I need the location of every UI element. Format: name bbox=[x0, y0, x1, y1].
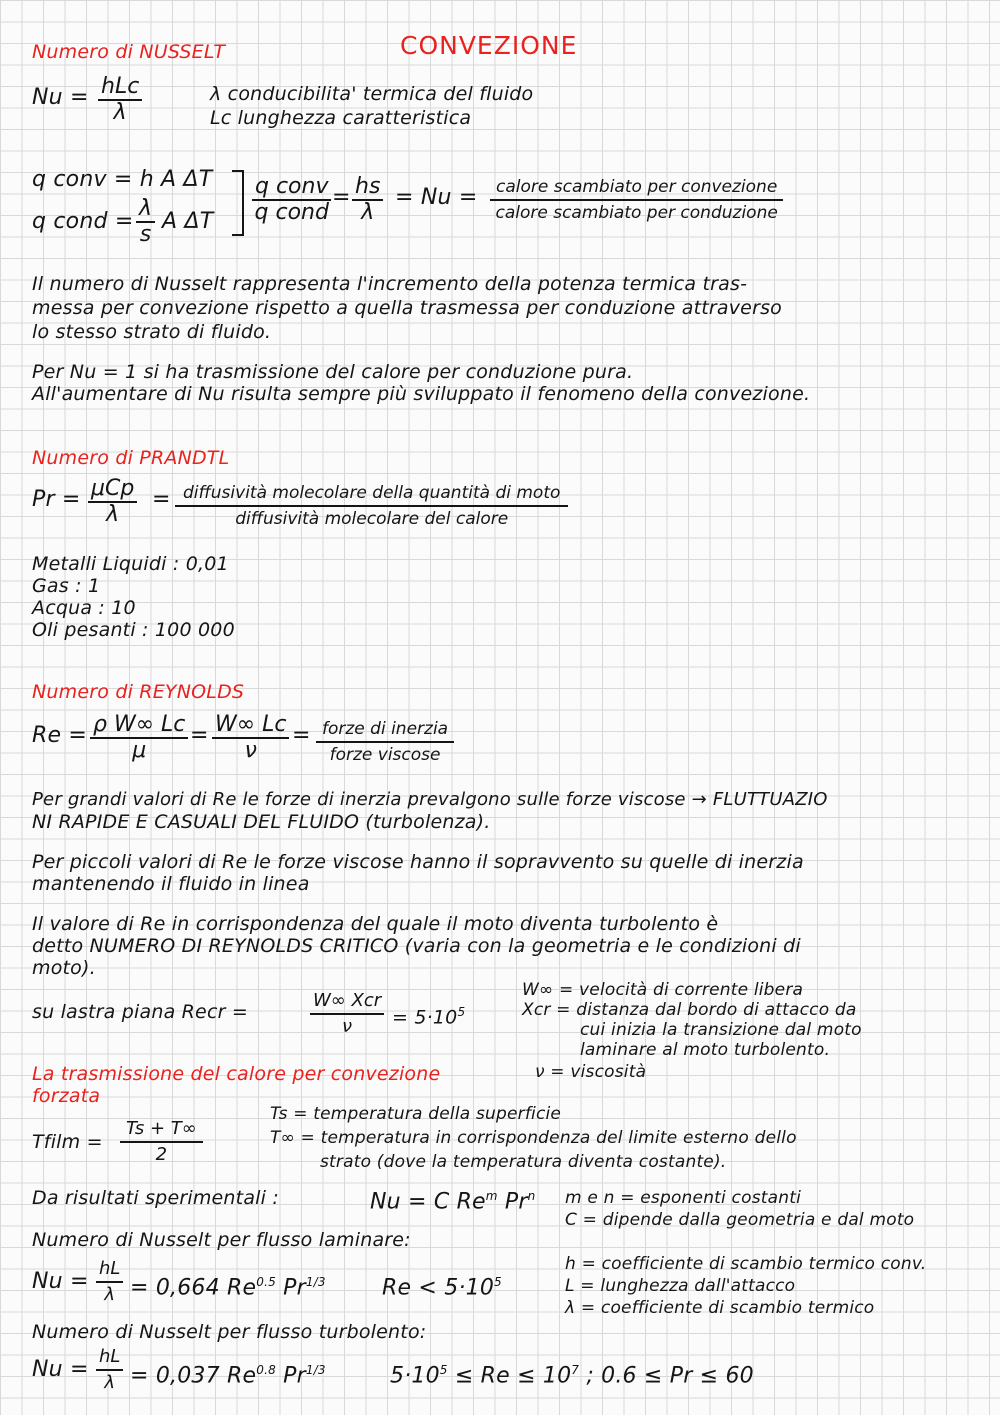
re-para2-line2: mantenendo il fluido in linea bbox=[32, 873, 310, 895]
hs-fraction bbox=[352, 176, 383, 224]
tur-pr-text: Pr bbox=[275, 1363, 306, 1389]
re-lhs: Re = bbox=[32, 723, 88, 748]
lam-denominator: λ bbox=[104, 1284, 116, 1305]
recr-exponent: 5 bbox=[457, 1005, 466, 1019]
para2-line2: All'aumentare di Nu risulta sempre più sviluppato il fenomeno della convezione. bbox=[32, 383, 811, 405]
pr-denominator: λ bbox=[106, 502, 120, 527]
pr-fraction bbox=[88, 478, 137, 526]
mn-definition: m e n = esponenti costanti bbox=[565, 1188, 802, 1208]
nu-fraction bbox=[98, 76, 142, 124]
hs-numerator: hs bbox=[352, 176, 383, 201]
tur-denominator: λ bbox=[104, 1372, 116, 1393]
tur-re-exponent: 0.8 bbox=[256, 1363, 276, 1377]
para1-line1: Il numero di Nusselt rappresenta l'incremento della potenza termica tras- bbox=[32, 273, 748, 295]
pr-equals: = bbox=[152, 487, 171, 512]
tur-cond-b-exponent: 7 bbox=[571, 1363, 580, 1377]
qconv-equation: q conv = h A ΔT bbox=[32, 167, 213, 192]
nusselt-heading: Numero di NUSSELT bbox=[32, 41, 226, 63]
lambda-coef-definition: λ = coefficiente di scambio termico bbox=[565, 1298, 875, 1318]
viscosity-definition: ν = viscosità bbox=[535, 1062, 647, 1082]
n-exponent: n bbox=[527, 1189, 536, 1203]
lc-definition: Lc lunghezza caratteristica bbox=[210, 107, 472, 129]
re2-denominator: ν bbox=[244, 738, 257, 763]
winf-definition: W∞ = velocità di corrente libera bbox=[522, 980, 804, 1000]
tur-lhs: Nu = bbox=[32, 1357, 89, 1382]
re-para3-line1: Il valore di Re in corrispondenza del quale il moto diventa turbolento è bbox=[32, 913, 719, 935]
pr-value-gas: Gas : 1 bbox=[32, 575, 101, 597]
calore-fraction bbox=[490, 176, 783, 224]
re-fraction bbox=[90, 714, 188, 762]
qcond-rhs: A ΔT bbox=[162, 209, 214, 234]
lam-lhs: Nu = bbox=[32, 1269, 89, 1294]
forze-fraction bbox=[316, 718, 454, 766]
nu-numerator: hLc bbox=[98, 76, 142, 101]
lam-fraction bbox=[96, 1258, 123, 1306]
qcond-lhs: q cond = bbox=[32, 209, 134, 234]
xcr-definition-2: cui inizia la transizione dal moto bbox=[580, 1020, 862, 1040]
tfilm-numerator: Ts + T∞ bbox=[120, 1118, 203, 1143]
pr-letter: Pr bbox=[497, 1189, 528, 1215]
lambda-definition: λ conducibilita' termica del fluido bbox=[210, 83, 534, 105]
para1-line3: lo stesso strato di fluido. bbox=[32, 321, 272, 343]
qcond-numerator: λ bbox=[136, 198, 155, 223]
re-para3-line3: moto). bbox=[32, 957, 96, 979]
recr-denominator: ν bbox=[342, 1016, 353, 1037]
para2-line1: Per Nu = 1 si ha trasmissione del calore per conduzione pura. bbox=[32, 361, 634, 383]
lam-re-exponent: 0.5 bbox=[256, 1275, 276, 1289]
diffusivity-numerator: diffusività molecolare della quantità di moto bbox=[175, 482, 568, 507]
nu-lhs: Nu = bbox=[32, 85, 89, 110]
forze-denominator: forze viscose bbox=[329, 745, 441, 765]
recr-value-text: = 5·10 bbox=[392, 1006, 458, 1029]
qcond-denominator: s bbox=[139, 222, 152, 247]
recr-numerator: W∞ Xcr bbox=[310, 990, 384, 1015]
ratio-denominator: q cond bbox=[254, 200, 329, 225]
tinf-definition-1: T∞ = temperatura in corrispondenza del limite esterno dello bbox=[270, 1128, 797, 1148]
l-definition: L = lunghezza dall'attacco bbox=[565, 1276, 796, 1296]
nu-denominator: λ bbox=[113, 100, 127, 125]
re-para2-line1: Per piccoli valori di Re le forze viscose hanno il sopravvento su quelle di inerzia bbox=[32, 851, 804, 873]
h-definition: h = coefficiente di scambio termico conv. bbox=[565, 1254, 927, 1274]
tur-cond-a-exponent: 5 bbox=[439, 1363, 448, 1377]
nu-general bbox=[370, 1184, 535, 1214]
tur-numerator: hL bbox=[96, 1346, 123, 1371]
re-para1-line1: Per grandi valori di Re le forze di inerzia prevalgono sulle forze viscose → FLUTTUAZIO bbox=[32, 789, 828, 810]
tfilm-denominator: 2 bbox=[155, 1144, 168, 1165]
recr-fraction bbox=[310, 990, 384, 1038]
tur-cond-c: ; 0.6 ≤ Pr ≤ 60 bbox=[579, 1363, 754, 1389]
forze-numerator: forze di inerzia bbox=[316, 718, 454, 743]
diffusivity-fraction bbox=[175, 482, 568, 530]
lam-rhs bbox=[130, 1270, 326, 1300]
re2-numerator: W∞ Lc bbox=[212, 714, 289, 739]
qcond-fraction bbox=[136, 198, 155, 246]
lam-condition-text: Re < 5·10 bbox=[382, 1275, 495, 1301]
nu-general-text: Nu = C Re bbox=[370, 1189, 486, 1215]
reynolds-heading: Numero di REYNOLDS bbox=[32, 681, 245, 703]
re-equals-2: = bbox=[292, 723, 311, 748]
ratio-fraction bbox=[252, 176, 331, 224]
lastra-label: su lastra piana Recr = bbox=[32, 1001, 248, 1023]
tfilm-fraction bbox=[120, 1118, 203, 1166]
recr-value bbox=[392, 1000, 465, 1029]
re-para1-line2: NI RAPIDE E CASUALI DEL FLUIDO (turbolenza). bbox=[32, 811, 491, 833]
tur-rhs bbox=[130, 1358, 326, 1388]
pr-value-metals: Metalli Liquidi : 0,01 bbox=[32, 553, 229, 575]
re-numerator: ρ W∞ Lc bbox=[90, 714, 188, 739]
re-equals-1: = bbox=[190, 723, 209, 748]
tur-rhs-text: = 0,037 Re bbox=[130, 1363, 257, 1389]
turbulent-label: Numero di Nusselt per flusso turbolento: bbox=[32, 1321, 427, 1343]
lam-pr-exponent: 1/3 bbox=[305, 1275, 326, 1289]
calore-denominator: calore scambiato per conduzione bbox=[495, 203, 778, 223]
lam-condition bbox=[382, 1270, 502, 1300]
pr-value-oils: Oli pesanti : 100 000 bbox=[32, 619, 235, 641]
equals-nu: = Nu = bbox=[395, 185, 478, 210]
lam-pr-text: Pr bbox=[275, 1275, 306, 1301]
risultati-label: Da risultati sperimentali : bbox=[32, 1187, 279, 1209]
tinf-definition-2: strato (dove la temperatura diventa costante). bbox=[320, 1152, 727, 1172]
tur-fraction bbox=[96, 1346, 123, 1394]
pr-lhs: Pr = bbox=[32, 487, 81, 512]
re-para3-line2: detto NUMERO DI REYNOLDS CRITICO (varia con la geometria e le condizioni di bbox=[32, 935, 801, 957]
m-exponent: m bbox=[485, 1189, 498, 1203]
tur-condition bbox=[390, 1358, 754, 1388]
lam-rhs-text: = 0,664 Re bbox=[130, 1275, 257, 1301]
re-denominator: μ bbox=[132, 738, 147, 763]
c-definition: C = dipende dalla geometria e dal moto bbox=[565, 1210, 915, 1230]
xcr-definition-3: laminare al moto turbolento. bbox=[580, 1040, 831, 1060]
brace bbox=[232, 170, 244, 236]
xcr-definition: Xcr = distanza dal bordo di attacco da bbox=[522, 1000, 857, 1020]
forced-heading-line2: forzata bbox=[32, 1085, 101, 1107]
ratio-numerator: q conv bbox=[252, 176, 331, 201]
lam-numerator: hL bbox=[96, 1258, 123, 1283]
pr-value-water: Acqua : 10 bbox=[32, 597, 136, 619]
pr-numerator: μCp bbox=[88, 478, 137, 503]
diffusivity-denominator: diffusività molecolare del calore bbox=[235, 509, 509, 529]
page-title: CONVEZIONE bbox=[400, 31, 578, 60]
re2-fraction bbox=[212, 714, 289, 762]
forced-heading-line1: La trasmissione del calore per convezione bbox=[32, 1063, 441, 1085]
tur-cond-b: ≤ Re ≤ 10 bbox=[447, 1363, 572, 1389]
prandtl-heading: Numero di PRANDTL bbox=[32, 447, 230, 469]
hs-denominator: λ bbox=[361, 200, 375, 225]
laminar-label: Numero di Nusselt per flusso laminare: bbox=[32, 1229, 411, 1251]
equals-1: = bbox=[332, 185, 351, 210]
calore-numerator: calore scambiato per convezione bbox=[490, 176, 783, 201]
tur-cond-a: 5·10 bbox=[390, 1363, 440, 1389]
para1-line2: messa per convezione rispetto a quella trasmessa per conduzione attraverso bbox=[32, 297, 783, 319]
lam-condition-exponent: 5 bbox=[494, 1275, 502, 1289]
tfilm-lhs: Tfilm = bbox=[32, 1131, 103, 1153]
ts-definition: Ts = temperatura della superficie bbox=[270, 1104, 562, 1124]
tur-pr-exponent: 1/3 bbox=[305, 1363, 326, 1377]
